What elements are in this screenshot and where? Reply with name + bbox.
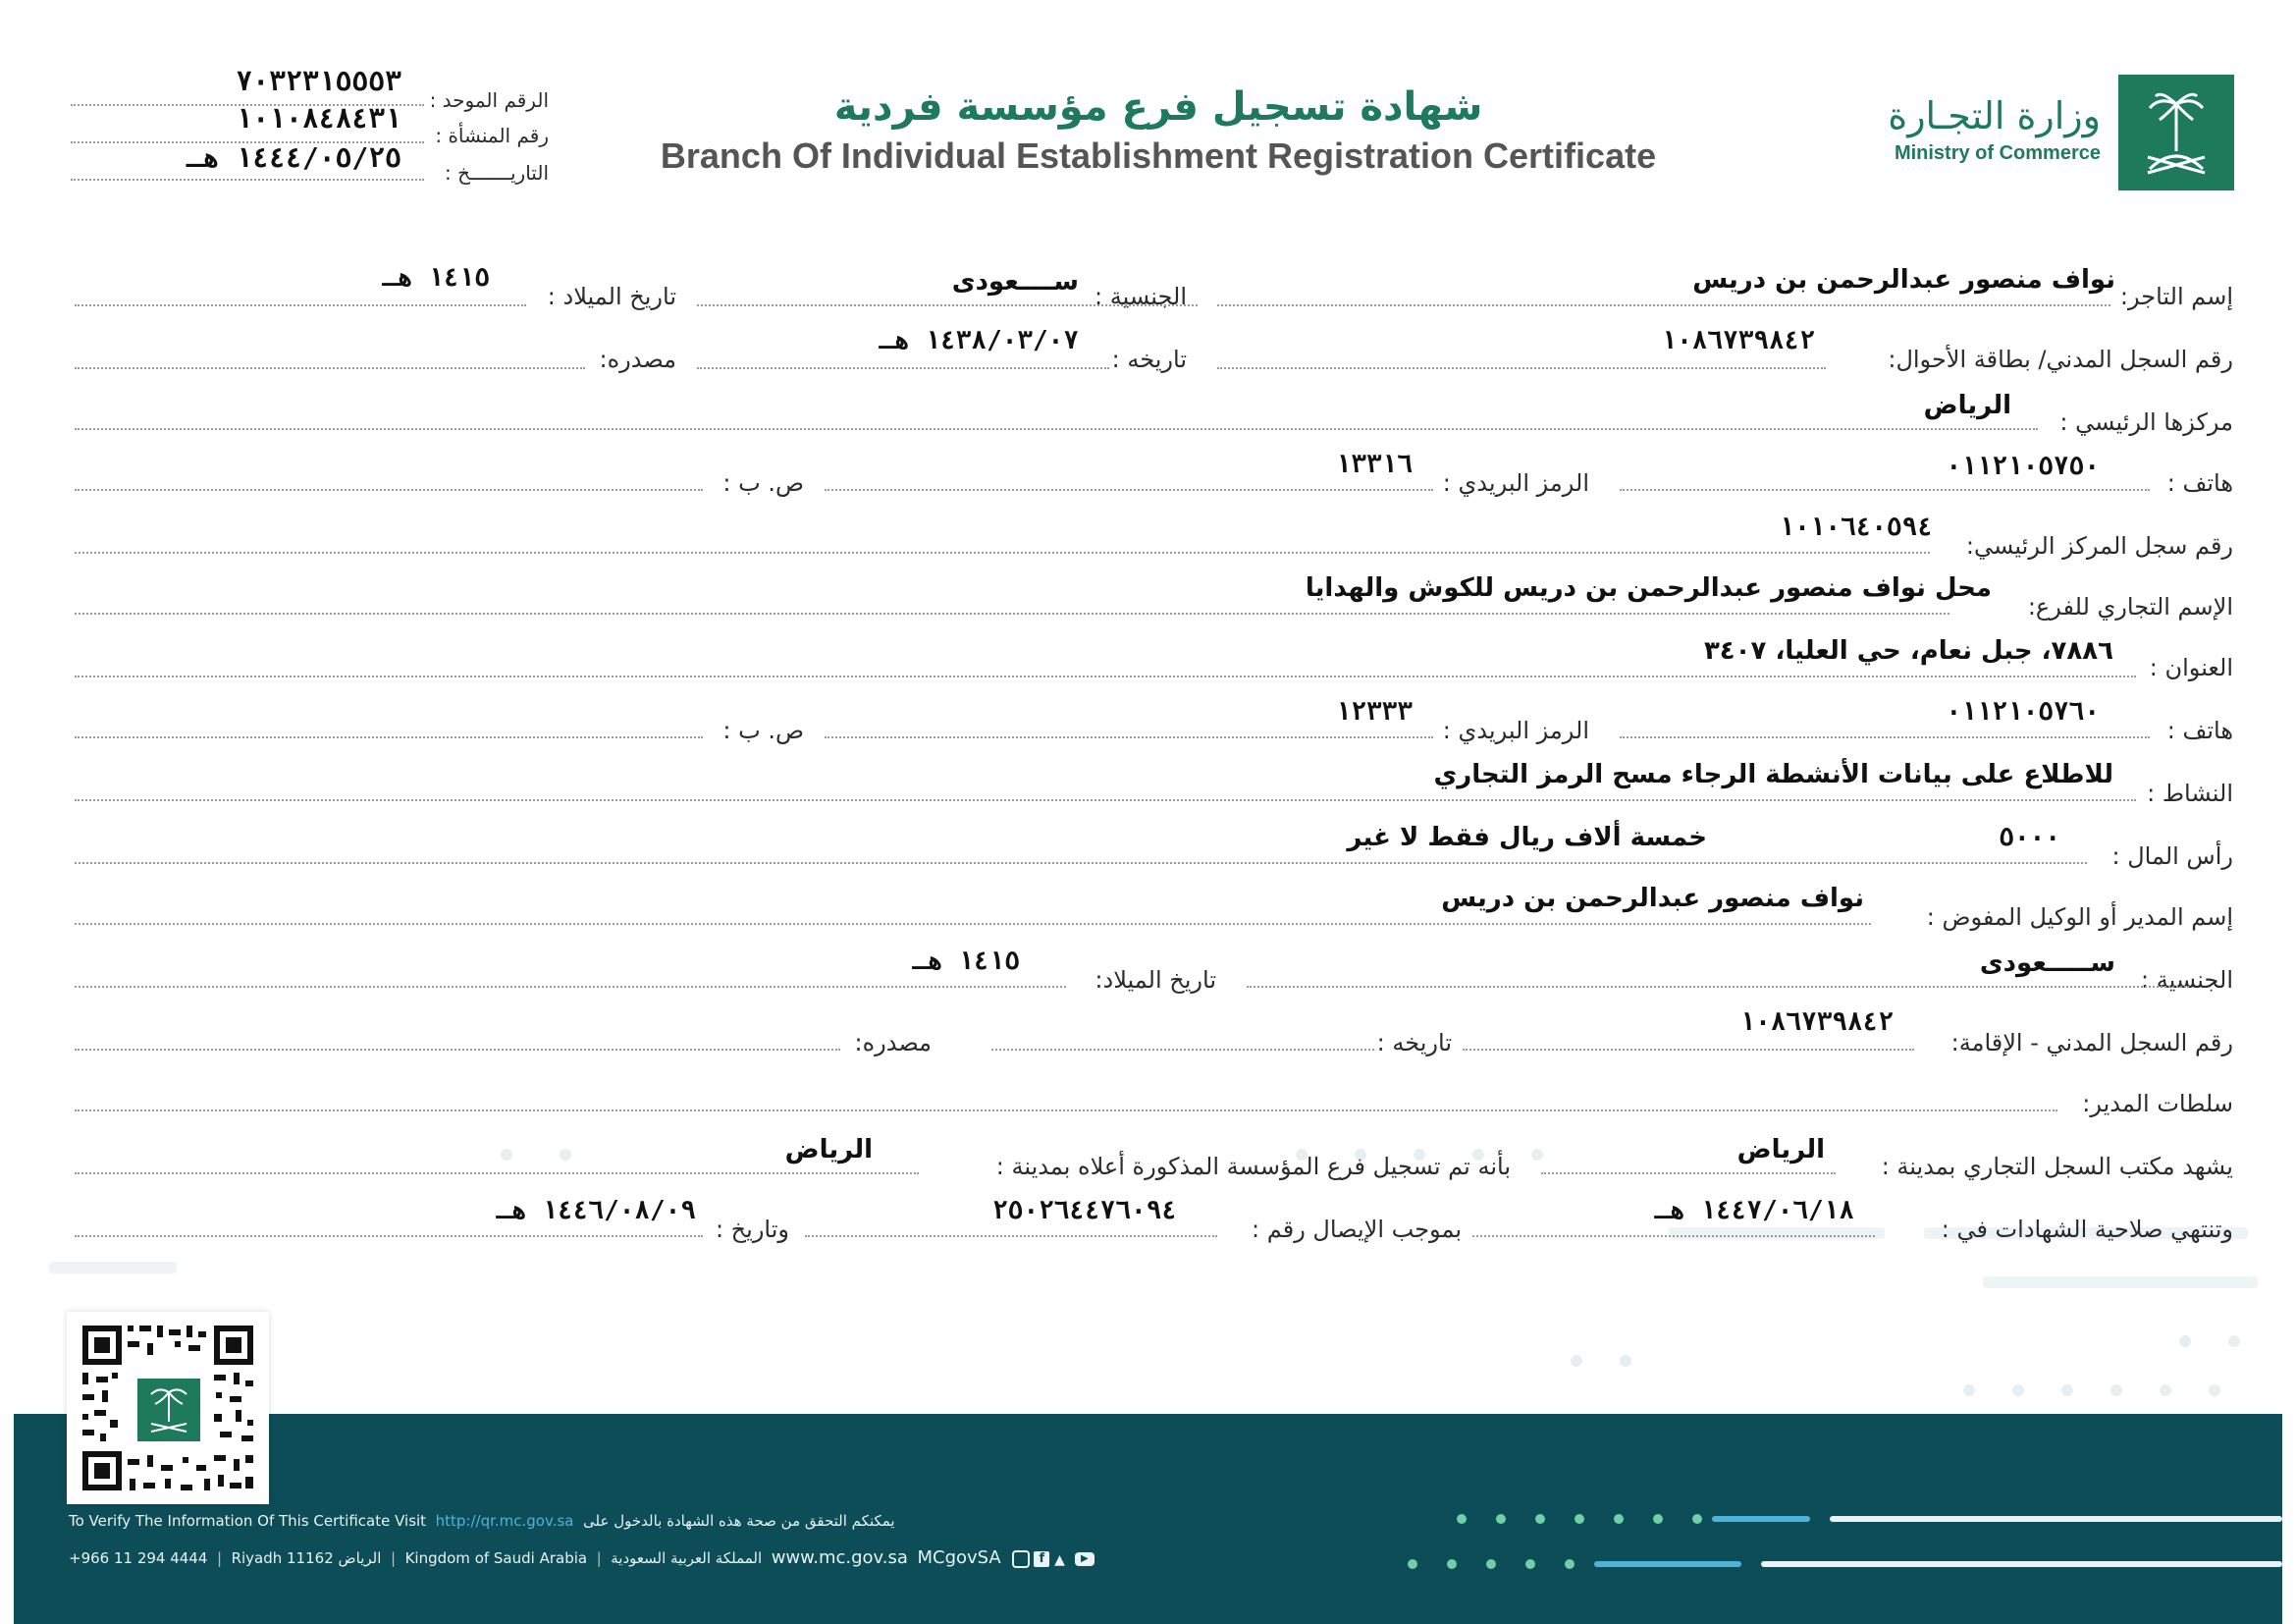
postal-code2-value: ١٢٣٣٣ (1335, 697, 1413, 727)
qr-code[interactable] (67, 1312, 269, 1504)
manager-civil-label: رقم السجل المدني - الإقامة: (1950, 1029, 2233, 1056)
expiry-label: وتنتهي صلاحية الشهادات في : (1941, 1216, 2233, 1243)
postal-code2-label: الرمز البريدي : (1442, 717, 1589, 744)
main-center-label: مركزها الرئيسي : (2059, 408, 2233, 436)
certify-label: يشهد مكتب السجل التجاري بمدينة : (1881, 1153, 2233, 1180)
footer-city: Riyadh 11162 الرياض (231, 1549, 382, 1567)
issue-date-value: ١٤٣٨/٠٣/٠٧ هـ (879, 326, 1079, 355)
unified-number-label: الرقم الموحد : (429, 88, 549, 112)
certify-city-value: الرياض (1736, 1135, 1825, 1164)
birth-date-value: ١٤١٥ هـ (382, 263, 490, 293)
footer-band (14, 1414, 2282, 1624)
palm-and-swords-emblem-icon (2118, 75, 2234, 190)
activity-label: النشاط : (2147, 780, 2233, 807)
verify-line (69, 1512, 895, 1530)
logo-arabic: وزارة التجـارة (1888, 94, 2101, 137)
establishment-number-label: رقم المنشأة : (435, 124, 549, 147)
postal-code-value: ١٣٣١٦ (1335, 450, 1413, 479)
manager-birth-value: ١٤١٥ هـ (912, 947, 1020, 976)
certify-mid-label: بأنه تم تسجيل فرع المؤسسة المذكورة أعلاه بمدينة : (995, 1153, 1511, 1180)
unified-number-value: ٧٠٣٢٣١٥٥٥٣ (236, 65, 401, 97)
manager-name-value: نواف منصور عبدالرحمن بن دريس (1441, 884, 1864, 913)
nationality-label: الجنسية : (1095, 283, 1187, 310)
manager-source-label: مصدره: (854, 1029, 932, 1056)
phone-value: ٠١١٢١٠٥٧٥٠ (1946, 452, 2100, 481)
activity-value: للاطلاع على بيانات الأنشطة الرجاء مسح الرمز التجاري (1433, 760, 2113, 789)
address-label: العنوان : (2149, 654, 2233, 681)
capital-label: رأس المال : (2111, 842, 2233, 870)
main-cr-label: رقم سجل المركز الرئيسي: (1965, 532, 2233, 560)
contact-line: +966 11 294 4444 | Riyadh 11162 الرياض | Kingdom of Saudi Arabia | المملكة العربية السعودية www.mc.gov.sa MCgovSA f ▲ ▶ (69, 1547, 1095, 1568)
establishment-number-value: ١٠١٠٨٤٨٤٣١ (236, 102, 401, 135)
po-box2-label: ص. ب : (722, 717, 804, 744)
receipt-number-value: ٢٥٠٢٦٤٤٧٦٠٩٤ (992, 1196, 1177, 1225)
trade-name-label: الإسم التجاري للفرع: (2027, 593, 2233, 621)
manager-nationality-value: ســـــعودى (1979, 948, 2115, 978)
receipt-date-label: وتاريخ : (715, 1216, 789, 1243)
phone2-value: ٠١١٢١٠٥٧٦٠ (1946, 697, 2100, 727)
top-date-label: التاريـــــــخ : (444, 161, 549, 185)
title-english: Branch Of Individual Establishment Registration Certificate (660, 135, 1657, 176)
footer-handle: MCgovSA (917, 1547, 1001, 1568)
birth-date-label: تاريخ الميلاد : (547, 283, 676, 310)
capital-words: خمسة ألاف ريال فقط لا غير (1347, 823, 1707, 852)
civil-id-value: ١٠٨٦٧٣٩٨٤٢ (1661, 326, 1815, 355)
youtube-icon[interactable]: ▶ (1075, 1552, 1095, 1566)
merchant-name-label: إسم التاجر: (2119, 283, 2233, 310)
trade-name-value: محل نواف منصور عبدالرحمن بن دريس للكوش والهدايا (1305, 573, 1992, 603)
phone2-label: هاتف : (2166, 717, 2233, 744)
expiry-date-value: ١٤٤٧/٠٦/١٨ هـ (1654, 1196, 1854, 1225)
merchant-name-value: نواف منصور عبدالرحمن بن دريس (1692, 265, 2115, 295)
verify-url-link[interactable]: http://qr.mc.gov.sa (435, 1512, 574, 1530)
manager-name-label: إسم المدير أو الوكيل المفوض : (1926, 903, 2233, 931)
footer-website-link[interactable]: www.mc.gov.sa (771, 1547, 908, 1568)
top-date-value: ١٤٤٤/٠٥/٢٥ هـ (186, 141, 401, 174)
twitter-icon[interactable]: ▲ (1054, 1551, 1065, 1568)
verify-arabic: يمكنكم التحقق من صحة هذه الشهادة بالدخول على (583, 1512, 895, 1530)
facebook-icon[interactable]: f (1034, 1551, 1049, 1567)
footer-phone: +966 11 294 4444 (69, 1549, 208, 1567)
source-label: مصدره: (599, 346, 676, 373)
title-arabic: شهادة تسجيل فرع مؤسسة فردية (833, 84, 1483, 130)
certify-city2-value: الرياض (784, 1135, 873, 1164)
manager-civil-value: ١٠٨٦٧٣٩٨٤٢ (1739, 1007, 1894, 1037)
footer-country-arabic: المملكة العربية السعودية (611, 1549, 763, 1567)
receipt-date-value: ١٤٤٦/٠٨/٠٩ هـ (496, 1196, 696, 1225)
manager-authority-label: سلطات المدير: (2082, 1090, 2233, 1117)
phone-label: هاتف : (2166, 469, 2233, 497)
manager-birth-label: تاريخ الميلاد: (1095, 966, 1216, 994)
manager-nationality-label: الجنسية : (2141, 966, 2233, 994)
main-center-value: الرياض (1923, 391, 2011, 420)
postal-code-label: الرمز البريدي : (1442, 469, 1589, 497)
footer-country: Kingdom of Saudi Arabia (404, 1549, 588, 1567)
verify-english: To Verify The Information Of This Certificate Visit (69, 1512, 427, 1530)
capital-value: ٥٠٠٠ (1999, 823, 2060, 852)
main-cr-value: ١٠١٠٦٤٠٥٩٤ (1779, 513, 1933, 542)
instagram-icon[interactable] (1012, 1550, 1030, 1568)
manager-issue-label: تاريخه : (1376, 1029, 1452, 1056)
nationality-value: ســــعودى (951, 267, 1079, 297)
logo-english: Ministry of Commerce (1894, 142, 2101, 164)
address-value: ٧٨٨٦، جبل نعام، حي العليا، ٣٤٠٧ (1703, 636, 2113, 666)
civil-id-label: رقم السجل المدني/ بطاقة الأحوال: (1888, 346, 2233, 373)
po-box-label: ص. ب : (722, 469, 804, 497)
issue-date-label: تاريخه : (1111, 346, 1187, 373)
receipt-label: بموجب الإيصال رقم : (1252, 1216, 1462, 1243)
